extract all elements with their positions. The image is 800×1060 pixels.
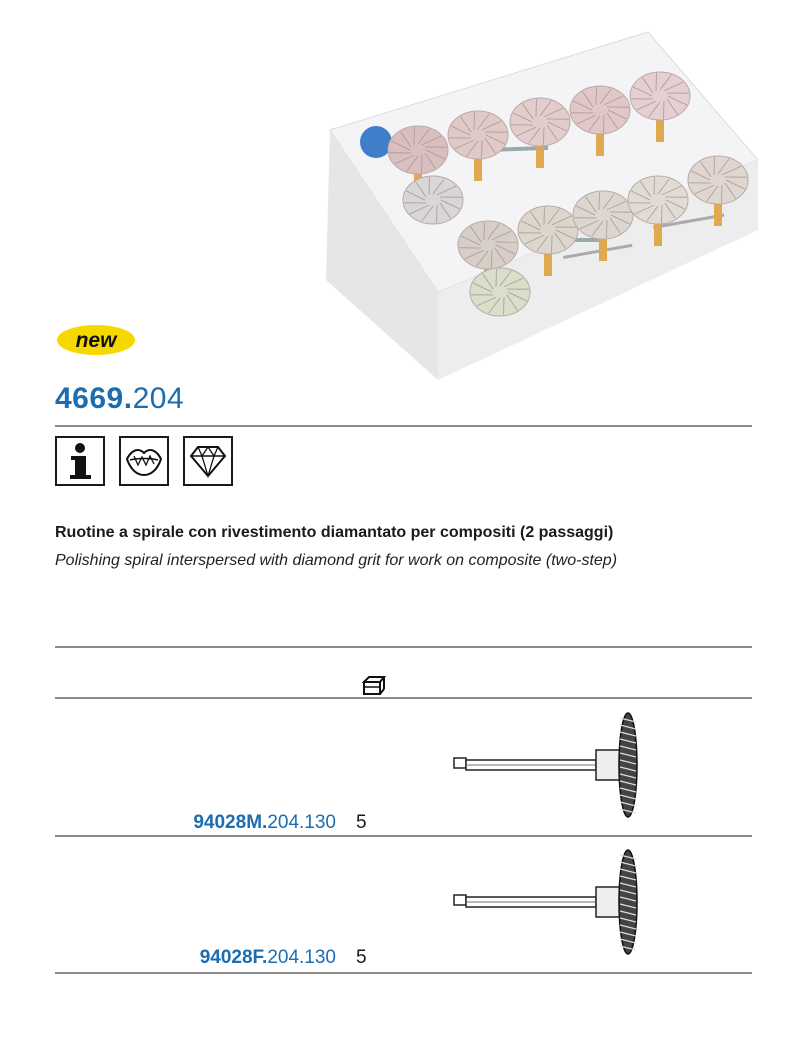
- new-badge-label: new: [75, 329, 117, 352]
- divider: [55, 425, 752, 427]
- product-code-prefix: 4669.: [55, 382, 133, 415]
- polishing-spiral-image: [450, 847, 650, 959]
- polishing-spiral-image: [450, 710, 650, 822]
- product-code-suffix: 204: [132, 382, 185, 415]
- package-quantity: 5: [356, 947, 367, 968]
- product-code: [55, 382, 184, 416]
- article-code-prefix: 94028M.: [193, 812, 268, 833]
- table-row-rule: [55, 835, 752, 837]
- description-italian: Ruotine a spirale con rivestimento diamantato per compositi (2 passaggi): [55, 524, 614, 541]
- article-code-prefix: 94028F.: [199, 947, 268, 968]
- table-top-rule: [55, 646, 752, 648]
- article-code-suffix: 204.130: [267, 947, 336, 968]
- package-icon: [362, 674, 386, 696]
- article-code-suffix: 204.130: [267, 812, 336, 833]
- table-header-rule: [55, 697, 752, 699]
- article-code: [193, 812, 336, 834]
- new-badge: [55, 322, 137, 358]
- lips-icon: [119, 436, 169, 486]
- feature-icons: [55, 436, 233, 486]
- product-kit-image: [318, 30, 768, 382]
- package-quantity: 5: [356, 812, 367, 833]
- diamond-icon: [183, 436, 233, 486]
- table-bottom-rule: [55, 972, 752, 974]
- info-icon: [55, 436, 105, 486]
- article-code: [200, 947, 336, 969]
- description-english: Polishing spiral interspersed with diamond grit for work on composite (two-step): [55, 552, 618, 569]
